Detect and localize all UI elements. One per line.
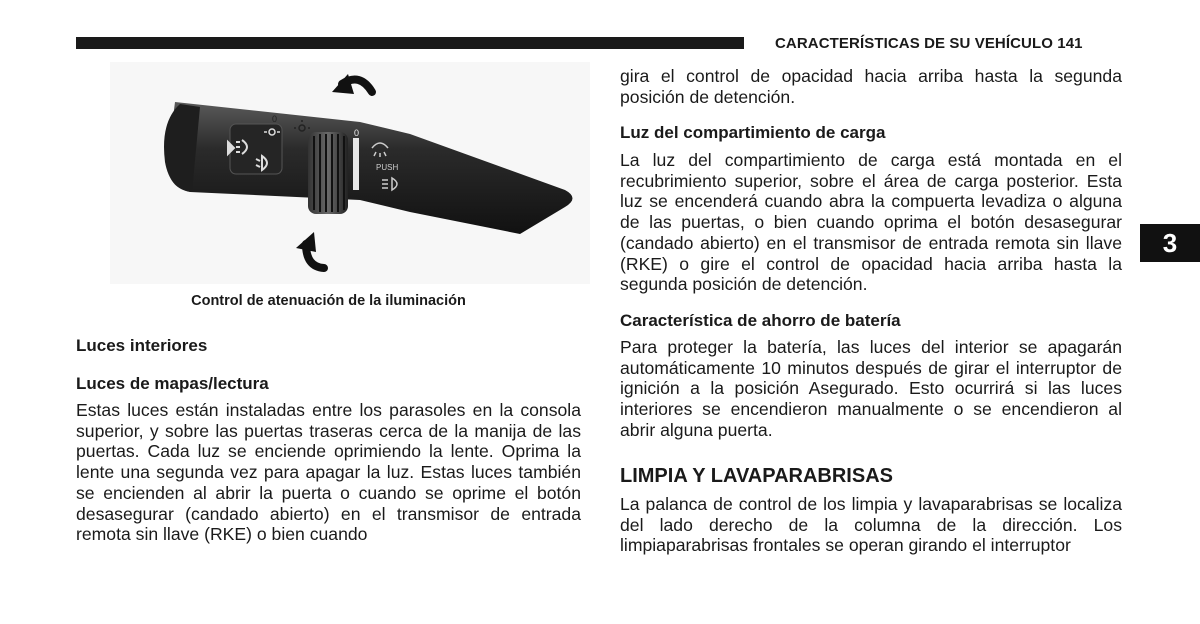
heading-map-lights: Luces de mapas/lectura <box>76 374 269 393</box>
heading-interior-lights: Luces interiores <box>76 336 208 355</box>
zero-label-right: 0 <box>354 128 360 138</box>
paragraph-continued: gira el control de opacidad hacia arriba hasta la segunda posición de detención. <box>620 66 1122 107</box>
chapter-tab: 3 <box>1140 224 1200 262</box>
paragraph-cargo-light: La luz del compartimiento de carga está montada en el recubrimiento superior, sobre el área de carga posterior. Esta luz se encenderá cuando abra la compuerta levadiza o alguna de las puertas, o bien cuando oprima el botón desasegurar (candado abierto) en el transmisor de entrada remota sin llave (RKE) o gire el control de opacidad hacia arriba hasta la segunda posición de detención. <box>620 150 1122 295</box>
paragraph-wipers: La palanca de control de los limpia y lavaparabrisas se localiza del lado derecho de la columna de la dirección. Los limpiaparabrisas frontales se operan girando el interruptor <box>620 494 1122 556</box>
dimmer-indicator <box>353 138 359 190</box>
dimmer-control-figure <box>110 62 590 284</box>
header-rule <box>76 37 744 49</box>
heading-battery-saver: Característica de ahorro de batería <box>620 311 901 330</box>
heading-wipers: LIMPIA Y LAVAPARABRISAS <box>620 465 893 487</box>
figure-caption: Control de atenuación de la iluminación <box>191 293 466 309</box>
page-header-title: CARACTERÍSTICAS DE SU VEHÍCULO 141 <box>775 35 1083 52</box>
paragraph-map-lights: Estas luces están instaladas entre los parasoles en la consola superior, y sobre las puertas traseras cerca de la manija de las puertas. Cada luz se enciende oprimiendo la lente. Oprima la lente una segunda vez para apagar la luz. Estas luces también se encienden al abrir la puerta o cuando se oprime el botón desasegurar (candado abierto) en el transmisor de entrada remota sin llave (RKE) o bien cuando <box>76 400 581 545</box>
push-label: PUSH <box>376 163 399 172</box>
paragraph-battery-saver: Para proteger la batería, las luces del interior se apagarán automáticamente 10 minutos después de girar el interruptor de ignición a la posición Asegurado. Esto ocurrirá si las luces interiores se encendieron manualmente o se encendieron al abrir alguna puerta. <box>620 337 1122 440</box>
zero-label-left: 0 <box>272 114 278 124</box>
heading-cargo-light: Luz del compartimiento de carga <box>620 123 886 142</box>
